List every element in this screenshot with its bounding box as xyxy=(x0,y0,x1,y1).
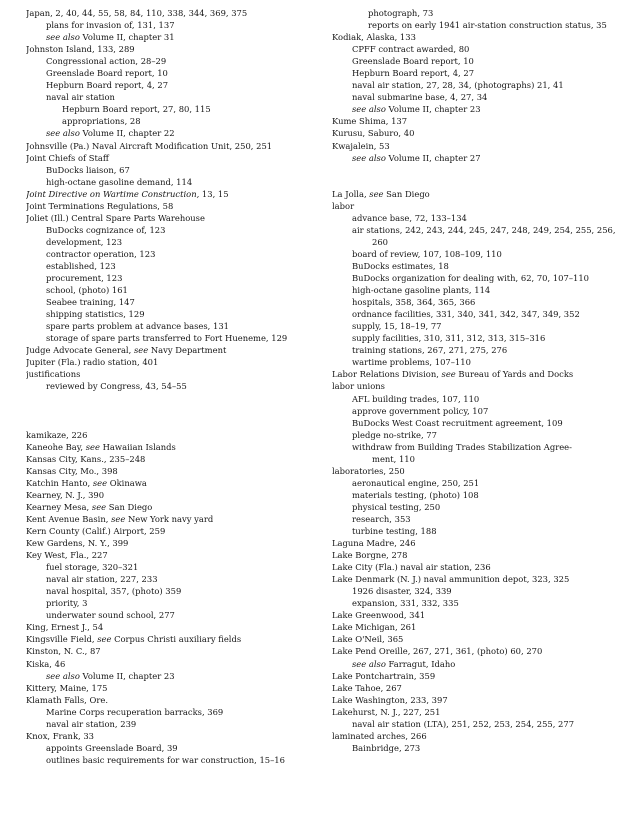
index-entry xyxy=(332,573,622,585)
index-entry xyxy=(332,645,622,657)
entry-text: Lake Denmark (N. J.) naval ammunition depot, 323, 325 xyxy=(332,574,570,585)
entry-text: wartime problems, 107–110 xyxy=(352,357,471,368)
index-entry xyxy=(26,694,313,706)
index-entry xyxy=(26,356,313,368)
entry-text: Labor Relations Division, xyxy=(332,369,442,380)
entry-text-target: New York navy yard xyxy=(125,513,214,524)
entry-text: supply facilities, 310, 311, 312, 313, 315–316 xyxy=(352,333,546,344)
entry-text: approve government policy, 107 xyxy=(352,405,489,416)
entry-text: CPFF contract awarded, 80 xyxy=(352,44,470,55)
index-entry xyxy=(26,200,313,212)
entry-text: justifications xyxy=(26,369,81,380)
see-also-prefix: see also xyxy=(352,152,386,163)
entry-text: BuDocks liaison, 67 xyxy=(46,164,130,175)
index-subentry xyxy=(332,525,622,537)
index-entry xyxy=(26,212,313,224)
entry-text: Lake Pontchartrain, 359 xyxy=(332,670,436,681)
entry-text: naval air station, 27, 28, 34, (photographs) 21, 41 xyxy=(352,80,564,91)
see-reference: see xyxy=(85,441,100,452)
index-subentry xyxy=(332,332,622,344)
entry-text: Klamath Falls, Ore. xyxy=(26,694,108,705)
entry-text: BuDocks cognizance of, 123 xyxy=(46,224,166,235)
entry-text: training stations, 267, 271, 275, 276 xyxy=(352,345,508,356)
index-entry xyxy=(332,633,622,645)
see-also-prefix: see also xyxy=(352,104,386,115)
entry-text: 1926 disaster, 324, 339 xyxy=(352,586,452,597)
entry-text: school, (photo) 161 xyxy=(46,285,128,296)
index-subentry xyxy=(26,55,313,67)
index-entry xyxy=(332,380,622,392)
index-entry xyxy=(332,140,622,152)
entry-text: Kiska, 46 xyxy=(26,658,66,669)
entry-text: BuDocks organization for dealing with, 62, 70, 107–110 xyxy=(352,273,589,284)
entry-text: procurement, 123 xyxy=(46,273,123,284)
index-subentry xyxy=(26,31,313,43)
entry-text: Kent Avenue Basin, xyxy=(26,513,112,524)
index-entry xyxy=(26,682,313,694)
entry-text: Joliet (Ill.) Central Spare Parts Warehouse xyxy=(26,212,205,223)
entry-text: Kansas City, Kans., 235–248 xyxy=(26,453,146,464)
index-subentry xyxy=(26,706,313,718)
index-subentry xyxy=(26,332,313,344)
entry-text: aeronautical engine, 250, 251 xyxy=(352,477,480,488)
entry-text: ordnance facilities, 331, 340, 341, 342, 347, 349, 352 xyxy=(352,309,580,320)
entry-text-target: Navy Department xyxy=(148,345,227,356)
entry-text: board of review, 107, 108–109, 110 xyxy=(352,248,502,259)
entry-text: Lake Borgne, 278 xyxy=(332,550,408,561)
index-entry xyxy=(26,730,313,742)
entry-text: fuel storage, 320–321 xyxy=(46,562,139,573)
index-subentry xyxy=(332,742,622,754)
see-also-prefix: see also xyxy=(46,670,80,681)
entry-text: kamikaze, 226 xyxy=(26,429,88,440)
entry-text: Japan, 2, 40, 44, 55, 58, 84, 110, 338, 344, 369, 375 xyxy=(26,8,248,18)
index-subentry xyxy=(26,380,313,392)
entry-text-target: Hawaiian Islands xyxy=(99,441,176,452)
index-subentry xyxy=(26,176,313,188)
entry-title-italic: Joint Directive on Wartime Construction, xyxy=(26,188,200,199)
see-reference: see xyxy=(111,513,126,524)
entry-text: physical testing, 250 xyxy=(352,501,441,512)
index-subentry xyxy=(26,272,313,284)
index-entry xyxy=(26,621,313,633)
entry-text: Congressional action, 28–29 xyxy=(46,56,167,67)
entry-text: reviewed by Congress, 43, 54–55 xyxy=(46,381,187,392)
index-subentry xyxy=(332,441,622,453)
entry-text: Lake Greenwood, 341 xyxy=(332,610,426,621)
index-entry xyxy=(332,200,622,212)
index-subentry xyxy=(26,103,313,115)
entry-text: outlines basic requirements for war construction, 15–16 xyxy=(46,754,285,765)
entry-text: labor unions xyxy=(332,381,385,392)
entry-text: air stations, 242, 243, 244, 245, 247, 248, 249, 254, 255, 256, xyxy=(352,224,616,235)
index-subentry xyxy=(26,573,313,585)
entry-text: Judge Advocate General, xyxy=(26,345,134,356)
entry-text: Lake Tahoe, 267 xyxy=(332,682,402,693)
index-column-right xyxy=(332,7,622,754)
entry-text: reports on early 1941 air-station construction status, 35 xyxy=(368,20,607,31)
index-subentry xyxy=(332,55,622,67)
entry-text-target: Corpus Christi auxiliary fields xyxy=(111,634,242,645)
index-subentry xyxy=(332,356,622,368)
entry-text: Key West, Fla., 227 xyxy=(26,550,108,561)
index-subentry xyxy=(332,236,622,248)
index-entry xyxy=(332,561,622,573)
index-subentry xyxy=(26,19,313,31)
entry-text: hospitals, 358, 364, 365, 366 xyxy=(352,297,476,308)
entry-text: laminated arches, 266 xyxy=(332,730,427,741)
entry-text: materials testing, (photo) 108 xyxy=(352,489,479,500)
index-subentry xyxy=(332,79,622,91)
entry-text: Kodiak, Alaska, 133 xyxy=(332,32,416,43)
index-entry xyxy=(26,465,313,477)
entry-text-target: Bureau of Yards and Docks xyxy=(455,369,574,380)
entry-text: priority, 3 xyxy=(46,598,88,609)
see-reference: see xyxy=(369,188,384,199)
entry-text: Kern County (Calif.) Airport, 259 xyxy=(26,526,166,537)
index-subentry xyxy=(332,224,622,236)
index-subentry xyxy=(26,308,313,320)
entry-text: Johnsville (Pa.) Naval Aircraft Modification Unit, 250, 251 xyxy=(26,140,273,151)
entry-text: contractor operation, 123 xyxy=(46,248,156,259)
index-entry xyxy=(26,549,313,561)
index-subentry xyxy=(26,260,313,272)
index-entry xyxy=(26,344,313,356)
entry-text: turbine testing, 188 xyxy=(352,526,437,537)
entry-text: Kittery, Maine, 175 xyxy=(26,682,108,693)
entry-text: appoints Greenslade Board, 39 xyxy=(46,742,178,753)
index-subentry xyxy=(332,103,622,115)
index-subentry xyxy=(26,670,313,682)
entry-text: Kearney, N. J., 390 xyxy=(26,489,105,500)
entry-text: Laguna Madre, 246 xyxy=(332,538,416,549)
index-entry xyxy=(26,441,313,453)
index-subentry xyxy=(26,609,313,621)
index-entry xyxy=(332,115,622,127)
index-subentry xyxy=(332,91,622,103)
entry-text: Hepburn Board report, 4, 27 xyxy=(46,80,169,91)
entry-text: Volume II, chapter 23 xyxy=(79,670,175,681)
index-entry xyxy=(26,43,313,55)
index-subentry xyxy=(332,513,622,525)
index-entry xyxy=(26,645,313,657)
index-subentry xyxy=(26,224,313,236)
index-spacer xyxy=(332,164,622,188)
entry-pages: 13, 15 xyxy=(199,188,229,199)
entry-text: Kingsville Field, xyxy=(26,634,98,645)
index-entry xyxy=(26,537,313,549)
index-subentry xyxy=(26,742,313,754)
entry-text: Lakehurst, N. J., 227, 251 xyxy=(332,706,441,717)
index-entry xyxy=(26,658,313,670)
entry-text: Greenslade Board report, 10 xyxy=(352,56,474,67)
entry-text: Farragut, Idaho xyxy=(385,658,456,669)
index-subentry xyxy=(26,597,313,609)
entry-text: Lake Michigan, 261 xyxy=(332,622,417,633)
index-subentry xyxy=(332,7,622,19)
index-subentry xyxy=(26,320,313,332)
index-subentry xyxy=(332,477,622,489)
entry-text: Kinston, N. C., 87 xyxy=(26,646,101,657)
entry-text: BuDocks West Coast recruitment agreement, 109 xyxy=(352,417,563,428)
entry-text: labor xyxy=(332,200,355,211)
entry-text: Bainbridge, 273 xyxy=(352,742,421,753)
index-subentry xyxy=(332,489,622,501)
entry-text: advance base, 72, 133–134 xyxy=(352,212,467,223)
see-also-prefix: see also xyxy=(352,658,386,669)
index-subentry xyxy=(332,597,622,609)
entry-text-target: Okinawa xyxy=(107,477,147,488)
entry-text: King, Ernest J., 54 xyxy=(26,622,104,633)
index-subentry xyxy=(332,19,622,31)
entry-text: laboratories, 250 xyxy=(332,465,405,476)
index-entry xyxy=(26,7,313,19)
index-entry xyxy=(332,31,622,43)
entry-text: storage of spare parts transferred to Fort Hueneme, 129 xyxy=(46,333,288,344)
entry-text: naval air station, 239 xyxy=(46,718,137,729)
index-subentry xyxy=(26,115,313,127)
index-subentry xyxy=(332,67,622,79)
index-subentry xyxy=(26,67,313,79)
entry-text: high-octane gasoline demand, 114 xyxy=(46,176,193,187)
index-subentry xyxy=(332,320,622,332)
entry-text: Kew Gardens, N. Y., 399 xyxy=(26,538,129,549)
index-subentry xyxy=(332,393,622,405)
see-reference: see xyxy=(91,501,107,512)
index-entry xyxy=(332,537,622,549)
index-subentry xyxy=(332,43,622,55)
entry-text: Kaneohe Bay, xyxy=(26,441,86,452)
index-subentry xyxy=(332,658,622,670)
entry-text: shipping statistics, 129 xyxy=(46,309,145,320)
index-entry xyxy=(26,140,313,152)
entry-text: Johnston Island, 133, 289 xyxy=(26,44,135,55)
index-subentry xyxy=(332,585,622,597)
entry-text: Knox, Frank, 33 xyxy=(26,730,94,741)
see-also-prefix: see also xyxy=(46,128,80,139)
index-entry xyxy=(332,670,622,682)
index-subentry xyxy=(332,152,622,164)
entry-text: Seabee training, 147 xyxy=(46,297,135,308)
entry-text: withdraw from Building Trades Stabilization Agree- xyxy=(352,441,572,452)
index-entry xyxy=(332,127,622,139)
index-subentry xyxy=(26,164,313,176)
index-subentry xyxy=(26,718,313,730)
entry-text: naval air station (LTA), 251, 252, 253, 254, 255, 277 xyxy=(352,718,575,729)
entry-text: Jupiter (Fla.) radio station, 401 xyxy=(26,357,159,368)
entry-text: supply, 15, 18–19, 77 xyxy=(352,321,442,332)
entry-text: Marine Corps recuperation barracks, 369 xyxy=(46,706,224,717)
index-entry xyxy=(332,368,622,380)
index-subentry xyxy=(332,501,622,513)
index-entry xyxy=(332,549,622,561)
entry-text: established, 123 xyxy=(46,260,116,271)
index-subentry xyxy=(332,272,622,284)
index-subentry xyxy=(332,284,622,296)
index-subentry xyxy=(26,79,313,91)
index-subentry xyxy=(332,248,622,260)
index-entry xyxy=(332,188,622,200)
entry-text: Lake O'Neil, 365 xyxy=(332,634,404,645)
entry-text: ment, 110 xyxy=(372,453,415,464)
index-subentry xyxy=(332,296,622,308)
index-column-left xyxy=(26,7,313,766)
entry-text-target: San Diego xyxy=(106,501,153,512)
entry-text: expansion, 331, 332, 335 xyxy=(352,598,459,609)
index-entry xyxy=(332,694,622,706)
entry-text: photograph, 73 xyxy=(368,8,434,18)
entry-text: Lake Pend Oreille, 267, 271, 361, (photo) 60, 270 xyxy=(332,646,543,657)
entry-text: Lake Washington, 233, 397 xyxy=(332,694,448,705)
entry-text: Kwajalein, 53 xyxy=(332,140,390,151)
index-subentry xyxy=(332,308,622,320)
index-entry xyxy=(26,501,313,513)
index-subentry xyxy=(332,429,622,441)
entry-text: naval submarine base, 4, 27, 34 xyxy=(352,92,488,103)
index-entry xyxy=(26,429,313,441)
entry-text: Hepburn Board report, 27, 80, 115 xyxy=(62,104,211,115)
index-spacer xyxy=(26,393,313,429)
index-entry xyxy=(332,621,622,633)
index-entry xyxy=(26,489,313,501)
entry-text: Volume II, chapter 27 xyxy=(385,152,481,163)
index-subentry xyxy=(26,296,313,308)
index-subentry xyxy=(26,236,313,248)
see-reference: see xyxy=(133,345,149,356)
entry-text: underwater sound school, 277 xyxy=(46,610,175,621)
index-subentry xyxy=(26,561,313,573)
entry-text: BuDocks estimates, 18 xyxy=(352,260,449,271)
entry-text: development, 123 xyxy=(46,236,123,247)
entry-text: Kansas City, Mo., 398 xyxy=(26,465,118,476)
see-reference: see xyxy=(92,477,108,488)
index-entry xyxy=(26,513,313,525)
see-also-prefix: see also xyxy=(46,32,80,43)
entry-text: Joint Chiefs of Staff xyxy=(26,152,109,163)
index-subentry xyxy=(332,212,622,224)
entry-text: naval air station, 227, 233 xyxy=(46,574,158,585)
entry-text: plans for invasion of, 131, 137 xyxy=(46,20,175,31)
index-entry xyxy=(332,682,622,694)
entry-text: Kurusu, Saburo, 40 xyxy=(332,128,415,139)
index-subentry xyxy=(26,248,313,260)
index-subentry xyxy=(332,405,622,417)
entry-text: research, 353 xyxy=(352,513,411,524)
entry-text: Lake City (Fla.) naval air station, 236 xyxy=(332,562,491,573)
entry-text: Kearney Mesa, xyxy=(26,501,92,512)
index-subentry xyxy=(332,718,622,730)
index-subentry xyxy=(26,585,313,597)
index-entry xyxy=(26,453,313,465)
index-entry xyxy=(332,465,622,477)
index-subentry xyxy=(332,344,622,356)
entry-text: Katchin Hanto, xyxy=(26,477,93,488)
entry-text: La Jolla, xyxy=(332,188,370,199)
index-entry xyxy=(26,633,313,645)
entry-text: Kume Shima, 137 xyxy=(332,116,408,127)
entry-text: naval hospital, 357, (photo) 359 xyxy=(46,586,182,597)
entry-text: 260 xyxy=(372,236,388,247)
index-entry xyxy=(26,152,313,164)
entry-text: appropriations, 28 xyxy=(62,116,141,127)
entry-text: spare parts problem at advance bases, 131 xyxy=(46,321,229,332)
index-entry xyxy=(26,477,313,489)
index-entry xyxy=(26,188,313,200)
entry-text: Greenslade Board report, 10 xyxy=(46,68,168,79)
index-subentry xyxy=(26,127,313,139)
index-subentry xyxy=(332,453,622,465)
index-entry xyxy=(332,730,622,742)
index-subentry xyxy=(26,754,313,766)
entry-text: Joint Terminations Regulations, 58 xyxy=(26,200,174,211)
index-subentry xyxy=(332,260,622,272)
index-entry xyxy=(332,609,622,621)
index-entry xyxy=(332,706,622,718)
entry-text: Hepburn Board report, 4, 27 xyxy=(352,68,475,79)
entry-text: Volume II, chapter 22 xyxy=(79,128,175,139)
entry-text: Volume II, chapter 23 xyxy=(385,104,481,115)
index-subentry xyxy=(26,284,313,296)
see-reference: see xyxy=(97,634,112,645)
index-subentry xyxy=(332,417,622,429)
entry-text: Volume II, chapter 31 xyxy=(79,32,175,43)
entry-text: pledge no-strike, 77 xyxy=(352,429,437,440)
index-entry xyxy=(26,368,313,380)
entry-text: high-octane gasoline plants, 114 xyxy=(352,285,491,296)
entry-text-target: San Diego xyxy=(383,188,430,199)
entry-text: naval air station xyxy=(46,92,115,103)
entry-text: AFL building trades, 107, 110 xyxy=(352,393,480,404)
index-subentry xyxy=(26,91,313,103)
see-reference: see xyxy=(441,369,456,380)
index-entry xyxy=(26,525,313,537)
